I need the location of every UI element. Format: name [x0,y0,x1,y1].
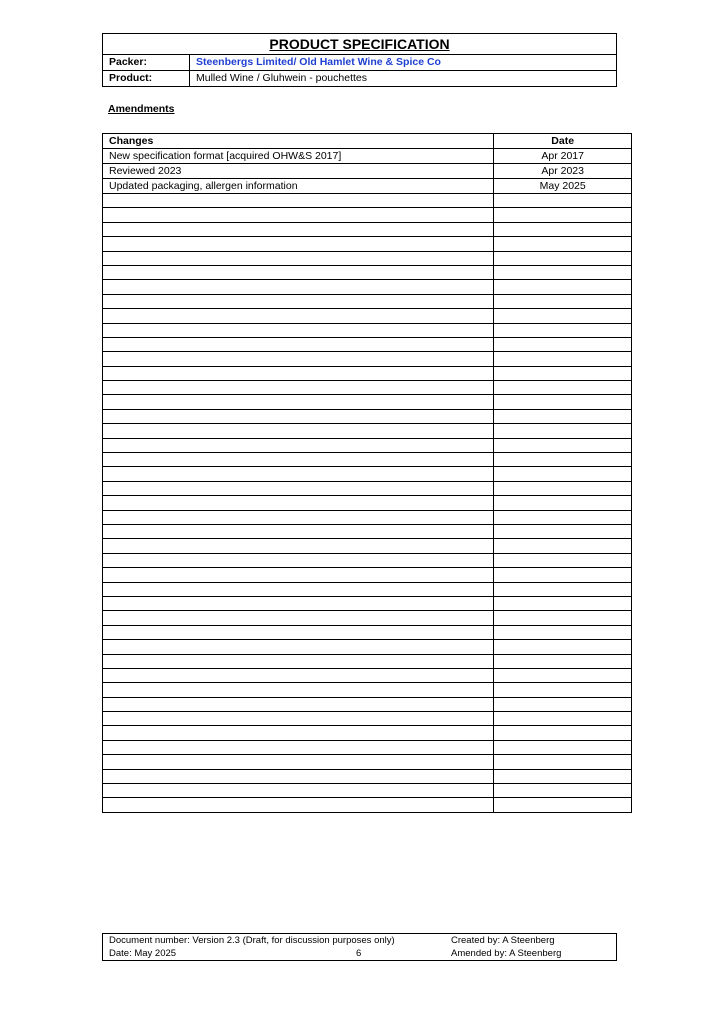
change-cell [103,697,494,711]
date-cell [494,381,632,395]
table-row [103,222,632,236]
change-cell [103,194,494,208]
document-date: Date: May 2025 [109,948,177,959]
change-cell [103,769,494,783]
table-row [103,625,632,639]
change-cell [103,625,494,639]
change-cell [103,323,494,337]
date-cell [494,453,632,467]
packer-row [103,55,616,70]
date-cell: Apr 2023 [494,164,632,179]
table-row [103,280,632,294]
change-cell [103,208,494,222]
table-row [103,798,632,812]
date-cell [494,366,632,380]
table-row [103,438,632,452]
change-cell [103,467,494,481]
document-footer [102,933,617,961]
date-cell [494,798,632,812]
created-by: Created by: A Steenberg [451,935,555,946]
amendments-heading: Amendments [108,103,175,115]
table-row [103,524,632,538]
table-row [103,453,632,467]
table-row [103,697,632,711]
table-row [103,352,632,366]
table-row [103,496,632,510]
table-row [103,596,632,610]
date-cell [494,323,632,337]
table-row [103,539,632,553]
amended-by: Amended by: A Steenberg [451,948,562,959]
table-row [103,164,632,179]
change-cell [103,668,494,682]
table-header-row [103,134,632,149]
change-cell [103,798,494,812]
date-cell [494,553,632,567]
date-cell [494,784,632,798]
change-cell [103,453,494,467]
table-row [103,194,632,208]
date-cell [494,337,632,351]
date-cell [494,222,632,236]
change-cell [103,568,494,582]
changes-column-header: Changes [103,134,494,149]
table-row [103,755,632,769]
table-row [103,251,632,265]
date-cell [494,596,632,610]
product-label: Product: [103,71,190,86]
change-cell [103,784,494,798]
table-row [103,611,632,625]
change-cell [103,265,494,279]
change-cell: Updated packaging, allergen information [103,179,494,194]
change-cell [103,553,494,567]
table-row [103,640,632,654]
date-cell [494,280,632,294]
table-row [103,481,632,495]
change-cell [103,596,494,610]
change-cell [103,222,494,236]
table-row [103,323,632,337]
table-row [103,208,632,222]
change-cell [103,337,494,351]
product-value: Mulled Wine / Gluhwein - pouchettes [196,72,367,84]
table-row [103,366,632,380]
change-cell [103,280,494,294]
date-cell [494,208,632,222]
table-row [103,337,632,351]
table-row [103,395,632,409]
date-cell [494,409,632,423]
date-cell [494,251,632,265]
date-cell [494,611,632,625]
document-number: Document number: Version 2.3 (Draft, for discussion purposes only) [109,935,395,946]
date-cell [494,539,632,553]
change-cell [103,755,494,769]
date-cell [494,352,632,366]
date-cell [494,582,632,596]
date-cell [494,740,632,754]
date-cell [494,524,632,538]
change-cell [103,424,494,438]
date-cell [494,683,632,697]
date-cell [494,726,632,740]
date-cell [494,265,632,279]
change-cell [103,496,494,510]
date-cell [494,625,632,639]
table-row [103,726,632,740]
change-cell [103,237,494,251]
table-row [103,769,632,783]
date-cell [494,424,632,438]
table-row [103,265,632,279]
date-cell [494,640,632,654]
table-row [103,683,632,697]
amendments-body [103,149,632,813]
date-cell [494,309,632,323]
change-cell [103,726,494,740]
date-cell [494,194,632,208]
table-row [103,784,632,798]
table-row [103,179,632,194]
change-cell [103,524,494,538]
date-cell: May 2025 [494,179,632,194]
change-cell [103,366,494,380]
date-cell [494,481,632,495]
table-row [103,424,632,438]
table-row [103,409,632,423]
change-cell [103,309,494,323]
change-cell [103,683,494,697]
change-cell [103,251,494,265]
date-cell [494,755,632,769]
change-cell [103,510,494,524]
packer-label: Packer: [103,55,190,70]
change-cell [103,611,494,625]
date-cell [494,510,632,524]
change-cell [103,640,494,654]
change-cell [103,481,494,495]
table-row [103,309,632,323]
change-cell [103,294,494,308]
date-cell [494,467,632,481]
change-cell [103,712,494,726]
change-cell [103,740,494,754]
date-cell [494,769,632,783]
page-number: 6 [356,948,362,959]
table-row [103,553,632,567]
packer-value: Steenbergs Limited/ Old Hamlet Wine & Spice Co [196,56,441,68]
table-row [103,712,632,726]
date-cell [494,668,632,682]
change-cell [103,381,494,395]
date-cell [494,438,632,452]
table-row [103,237,632,251]
table-row [103,149,632,164]
table-row [103,740,632,754]
table-row [103,654,632,668]
change-cell: Reviewed 2023 [103,164,494,179]
table-row [103,510,632,524]
date-cell [494,697,632,711]
date-cell [494,568,632,582]
change-cell: New specification format [acquired OHW&S 2017] [103,149,494,164]
change-cell [103,539,494,553]
table-row [103,582,632,596]
date-column-header: Date [494,134,632,149]
product-row [103,70,616,86]
date-cell: Apr 2017 [494,149,632,164]
change-cell [103,395,494,409]
spec-header [102,33,617,87]
change-cell [103,438,494,452]
change-cell [103,409,494,423]
change-cell [103,352,494,366]
date-cell [494,395,632,409]
date-cell [494,294,632,308]
date-cell [494,496,632,510]
table-row [103,467,632,481]
table-row [103,568,632,582]
date-cell [494,654,632,668]
table-row [103,668,632,682]
change-cell [103,582,494,596]
change-cell [103,654,494,668]
date-cell [494,712,632,726]
table-row [103,381,632,395]
page-title: PRODUCT SPECIFICATION [103,34,616,55]
date-cell [494,237,632,251]
amendments-table [102,133,632,813]
table-row [103,294,632,308]
